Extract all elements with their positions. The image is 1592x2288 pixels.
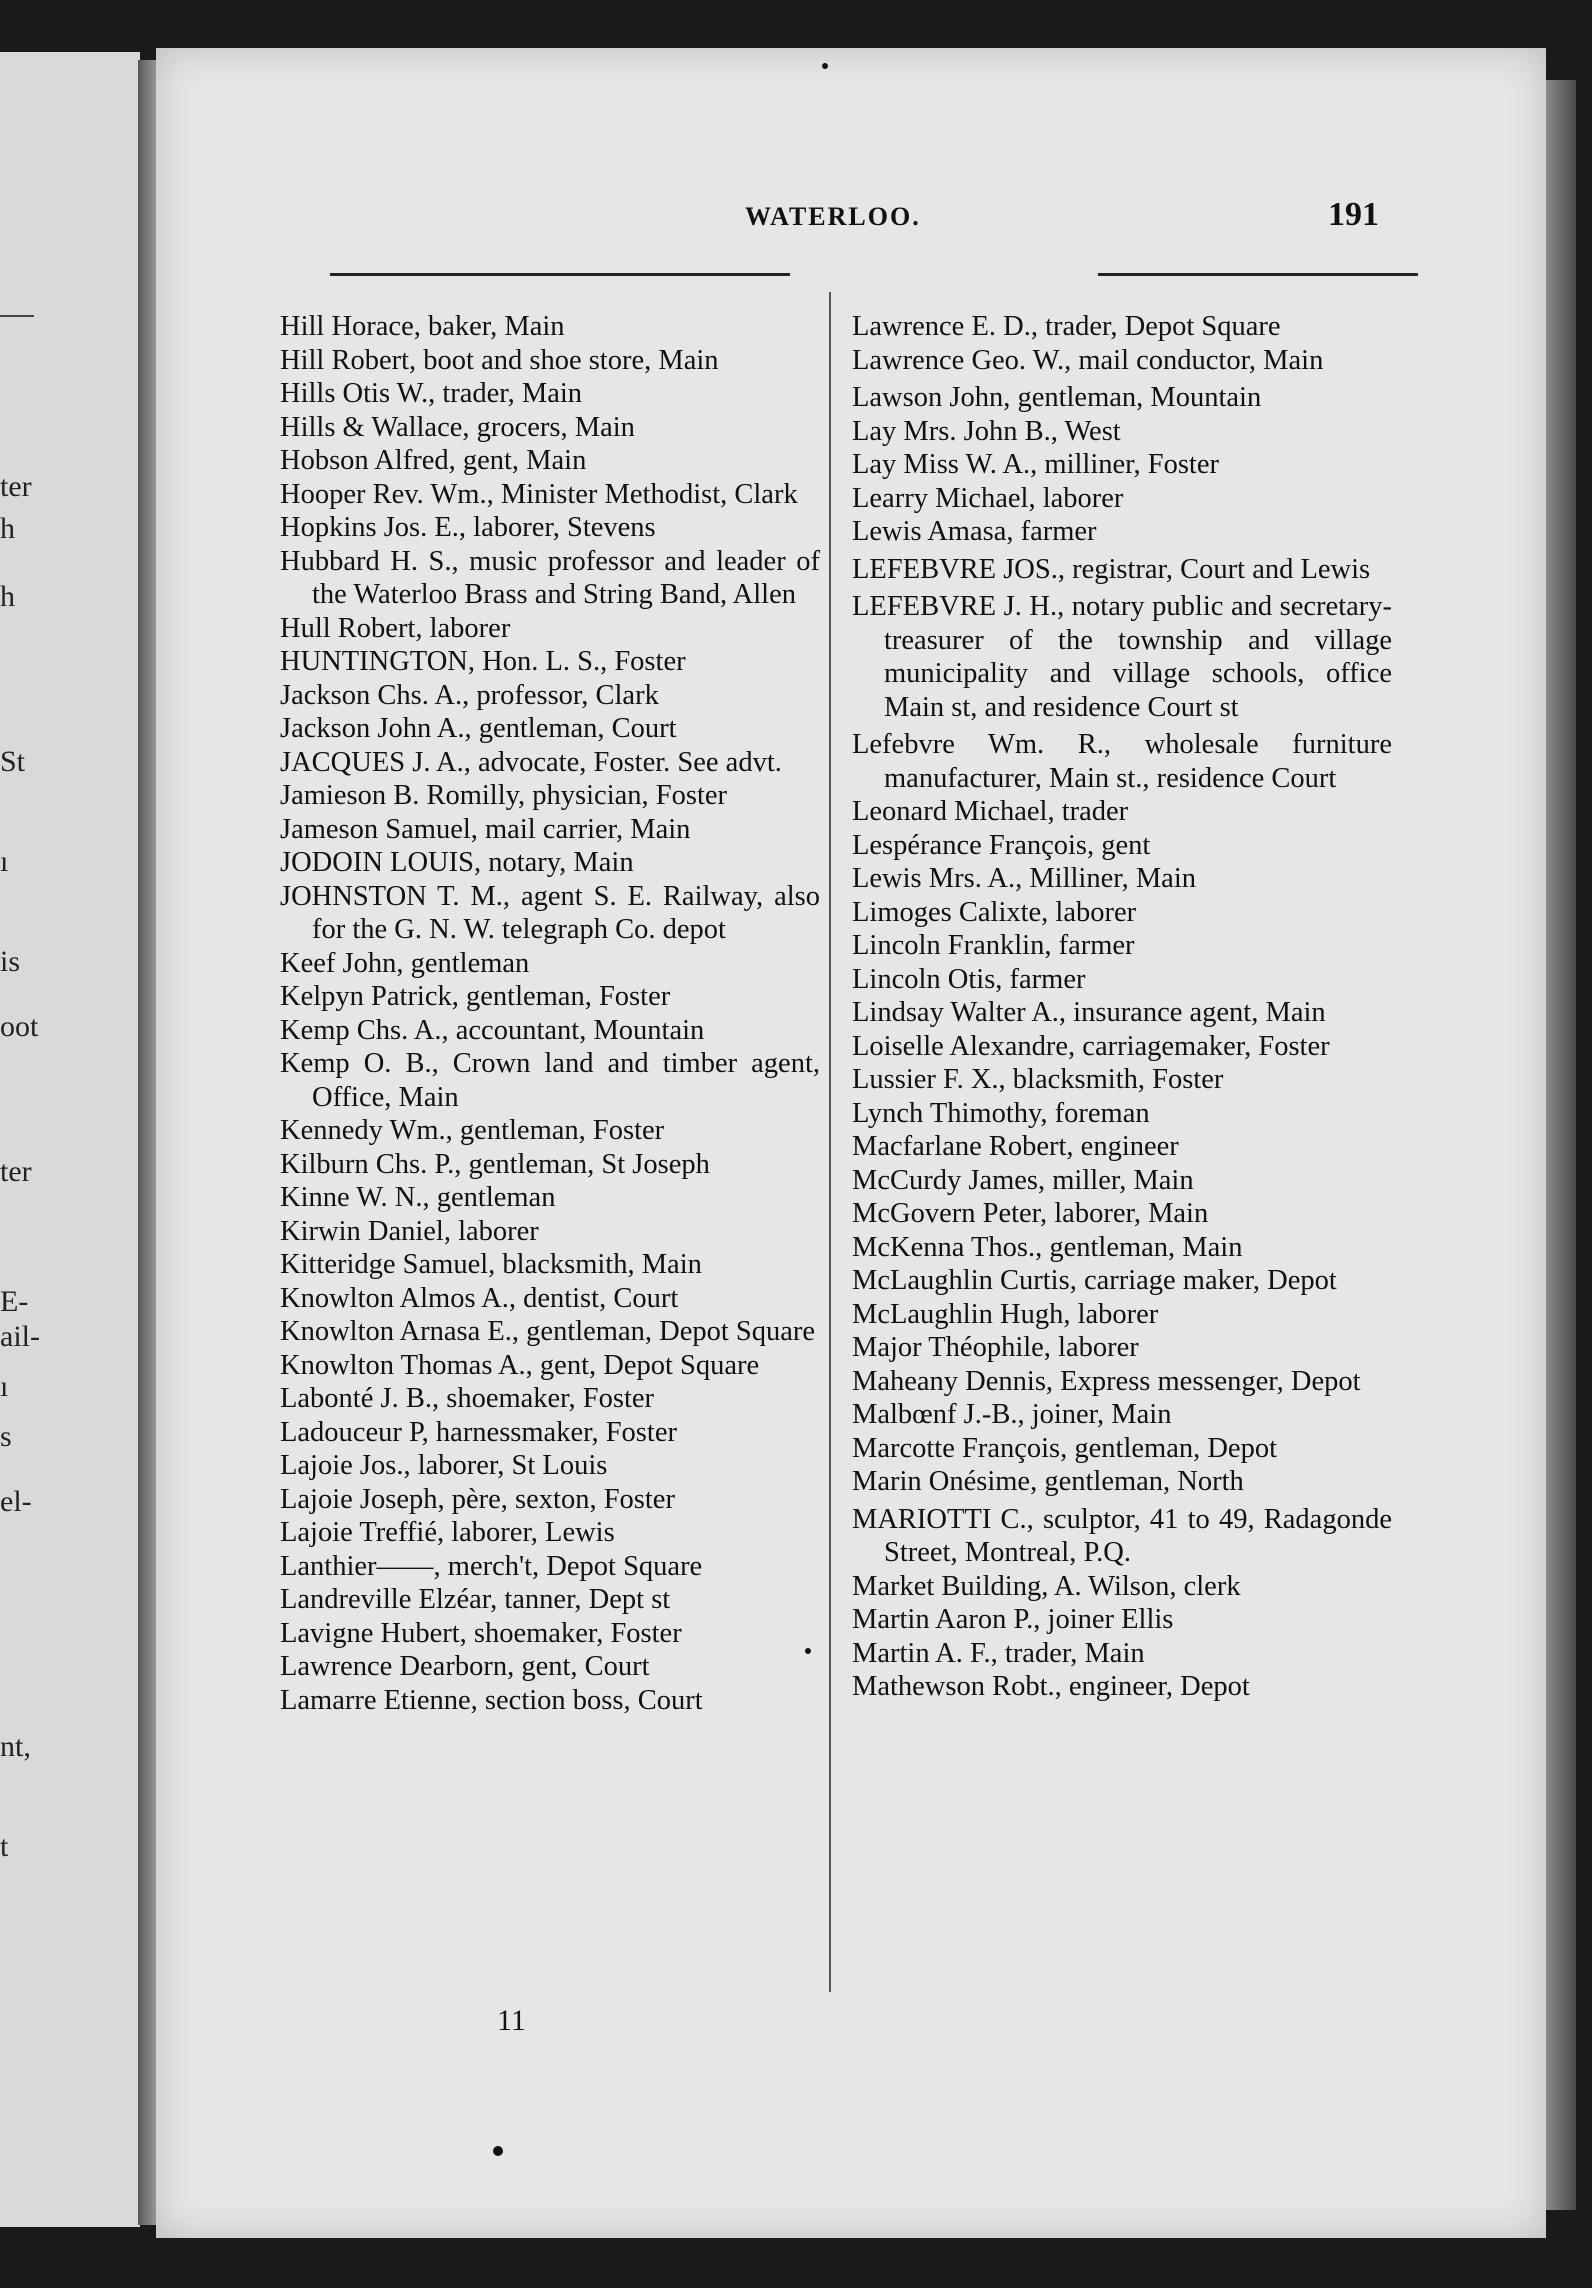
directory-entry: McLaughlin Hugh, laborer [852, 1298, 1159, 1330]
directory-entry: Lespérance François, gent [852, 829, 1151, 861]
directory-entry: JACQUES J. A., advocate, Foster. See advt. [280, 746, 782, 778]
previous-page-fragment: s [0, 1420, 12, 1453]
directory-entry: Landreville Elzéar, tanner, Dept st [280, 1584, 671, 1615]
directory-entry: HUNTINGTON, Hon. L. S., Foster [280, 646, 686, 677]
directory-entry: Keef John, gentleman [280, 947, 530, 979]
directory-entry: Kemp O. B., Crown land and timber agent, Office, Main [280, 1048, 820, 1113]
directory-entry: Lamarre Etienne, section boss, Court [280, 1684, 703, 1716]
previous-page-fragment: h [0, 512, 15, 545]
directory-entry: Lynch Thimothy, foreman [852, 1097, 1150, 1129]
directory-entry: Hill Robert, boot and shoe store, Main [280, 344, 719, 376]
directory-entry: MARIOTTI C., sculptor, 41 to 49, Radagonde Street, Montreal, P.Q. [852, 1503, 1392, 1568]
directory-entry: Malbœnf J.-B., joiner, Main [852, 1399, 1172, 1430]
directory-entry: Lajoie Treffié, laborer, Lewis [280, 1517, 615, 1548]
directory-entry: Kitteridge Samuel, blacksmith, Main [280, 1249, 702, 1280]
header-rule-left [330, 273, 790, 276]
left-column [280, 310, 820, 1717]
previous-page-edge [0, 52, 140, 2227]
directory-entry: Martin Aaron P., joiner Ellis [852, 1604, 1174, 1635]
directory-entry: Jackson John A., gentleman, Court [280, 713, 677, 744]
directory-entry: Kilburn Chs. P., gentleman, St Joseph [280, 1148, 710, 1180]
column-divider [829, 292, 831, 1992]
directory-entry: Hubbard H. S., music professor and leader of the Waterloo Brass and String Band, Allen [280, 545, 820, 610]
directory-entry: Lawrence E. D., trader, Depot Square [852, 311, 1281, 342]
directory-entry: Lajoie Jos., laborer, St Louis [280, 1450, 608, 1481]
previous-page-rule [0, 315, 34, 317]
directory-entry: Lay Mrs. John B., West [852, 415, 1121, 447]
directory-entry: Lay Miss W. A., milliner, Foster [852, 449, 1219, 480]
directory-entry: Hills & Wallace, grocers, Main [280, 411, 635, 443]
directory-entry: Lewis Mrs. A., Milliner, Main [852, 863, 1197, 894]
directory-entry: Lawson John, gentleman, Mountain [852, 382, 1262, 413]
directory-entry: Learry Michael, laborer [852, 482, 1124, 514]
directory-entry: Lussier F. X., blacksmith, Foster [852, 1064, 1224, 1095]
header-rule-right [1098, 273, 1418, 276]
directory-entry: Macfarlane Robert, engineer [852, 1131, 1179, 1162]
directory-entry: Knowlton Thomas A., gent, Depot Square [280, 1349, 760, 1381]
directory-entry: Loiselle Alexandre, carriagemaker, Foster [852, 1030, 1330, 1062]
directory-entry: Knowlton Almos A., dentist, Court [280, 1282, 679, 1314]
directory-entry: Kinne W. N., gentleman [280, 1182, 556, 1213]
directory-entry: Lanthier——, merch't, Depot Square [280, 1550, 703, 1582]
directory-entry: Major Théophile, laborer [852, 1332, 1139, 1363]
previous-page-fragment: el- [0, 1485, 32, 1518]
directory-entry: Hooper Rev. Wm., Minister Methodist, Clark [280, 478, 798, 510]
previous-page-fragment: ı [0, 1370, 9, 1403]
directory-entry: Marin Onésime, gentleman, North [852, 1466, 1244, 1497]
directory-entry: Kelpyn Patrick, gentleman, Foster [280, 981, 671, 1012]
directory-entry: Labonté J. B., shoemaker, Foster [280, 1383, 655, 1414]
directory-entry: Limoges Calixte, laborer [852, 896, 1137, 928]
previous-page-fragment: St [0, 745, 26, 778]
directory-entry: Marcotte François, gentleman, Depot [852, 1432, 1277, 1464]
directory-entry: Lincoln Otis, farmer [852, 963, 1086, 995]
directory-entry: Hull Robert, laborer [280, 612, 511, 644]
page-edge-shadow [1546, 80, 1576, 2210]
previous-page-fragment: h [0, 580, 15, 613]
directory-entry: Kirwin Daniel, laborer [280, 1215, 539, 1247]
directory-entry: Martin A. F., trader, Main [852, 1637, 1145, 1669]
directory-entry: LEFEBVRE JOS., registrar, Court and Lewis [852, 553, 1371, 585]
directory-entry: Kennedy Wm., gentleman, Foster [280, 1115, 665, 1146]
directory-entry: Market Building, A. Wilson, clerk [852, 1570, 1241, 1602]
directory-entry: JOHNSTON T. M., agent S. E. Railway, also for the G. N. W. telegraph Co. depot [280, 880, 820, 945]
previous-page-fragment: ter [0, 470, 32, 503]
directory-entry: McLaughlin Curtis, carriage maker, Depot [852, 1265, 1337, 1296]
directory-entry: Jackson Chs. A., professor, Clark [280, 679, 659, 711]
ink-dot [805, 1648, 811, 1654]
previous-page-fragment: oot [0, 1010, 39, 1043]
directory-entry: Maheany Dennis, Express messenger, Depot [852, 1365, 1361, 1397]
directory-entry: Lawrence Geo. W., mail conductor, Main [852, 344, 1324, 376]
directory-entry: Hill Horace, baker, Main [280, 311, 565, 342]
previous-page-fragment: ı [0, 845, 9, 878]
page-number: 191 [1328, 196, 1379, 233]
directory-entry: Lajoie Joseph, père, sexton, Foster [280, 1483, 675, 1515]
directory-entry: Jamieson B. Romilly, physician, Foster [280, 780, 728, 811]
directory-entry: JODOIN LOUIS, notary, Main [280, 847, 634, 878]
directory-entry: Leonard Michael, trader [852, 796, 1129, 827]
directory-entry: Mathewson Robt., engineer, Depot [852, 1671, 1250, 1702]
directory-entry: Lavigne Hubert, shoemaker, Foster [280, 1617, 682, 1649]
directory-entry: Ladouceur P, harnessmaker, Foster [280, 1416, 677, 1448]
directory-entry: McKenna Thos., gentleman, Main [852, 1231, 1243, 1263]
previous-page-fragment: nt, [0, 1730, 31, 1763]
previous-page-fragment: t [0, 1830, 9, 1863]
previous-page-fragment: ail- [0, 1320, 40, 1353]
directory-entry: Lincoln Franklin, farmer [852, 930, 1135, 961]
signature-mark: 11 [497, 2004, 526, 2037]
ink-dot [493, 2146, 503, 2156]
directory-entry: Knowlton Arnasa E., gentleman, Depot Square [280, 1316, 816, 1347]
directory-entry: Lewis Amasa, farmer [852, 516, 1097, 547]
previous-page-fragment: ter [0, 1155, 32, 1188]
previous-page-fragment: E- [0, 1285, 29, 1318]
directory-entry: Hills Otis W., trader, Main [280, 378, 583, 409]
directory-entry: Lawrence Dearborn, gent, Court [280, 1651, 650, 1682]
directory-entry: McCurdy James, miller, Main [852, 1164, 1194, 1196]
directory-entry: Lindsay Walter A., insurance agent, Main [852, 997, 1326, 1028]
directory-entry: Lefebvre Wm. R., wholesale furniture manufacturer, Main st., residence Court [852, 729, 1392, 794]
directory-entry: LEFEBVRE J. H., notary public and secretary-treasurer of the township and village municipality and village schools, office Main st, and residence Court st [852, 591, 1392, 723]
previous-page-fragment: is [0, 945, 21, 978]
directory-entry: Jameson Samuel, mail carrier, Main [280, 813, 691, 845]
ink-dot [822, 63, 828, 69]
directory-entry: Hopkins Jos. E., laborer, Stevens [280, 512, 656, 543]
right-column [852, 310, 1392, 1704]
directory-entry: Kemp Chs. A., accountant, Mountain [280, 1014, 705, 1046]
book-gutter [138, 60, 158, 2225]
directory-entry: McGovern Peter, laborer, Main [852, 1198, 1209, 1229]
running-head: WATERLOO. [745, 202, 921, 231]
directory-entry: Hobson Alfred, gent, Main [280, 445, 587, 476]
